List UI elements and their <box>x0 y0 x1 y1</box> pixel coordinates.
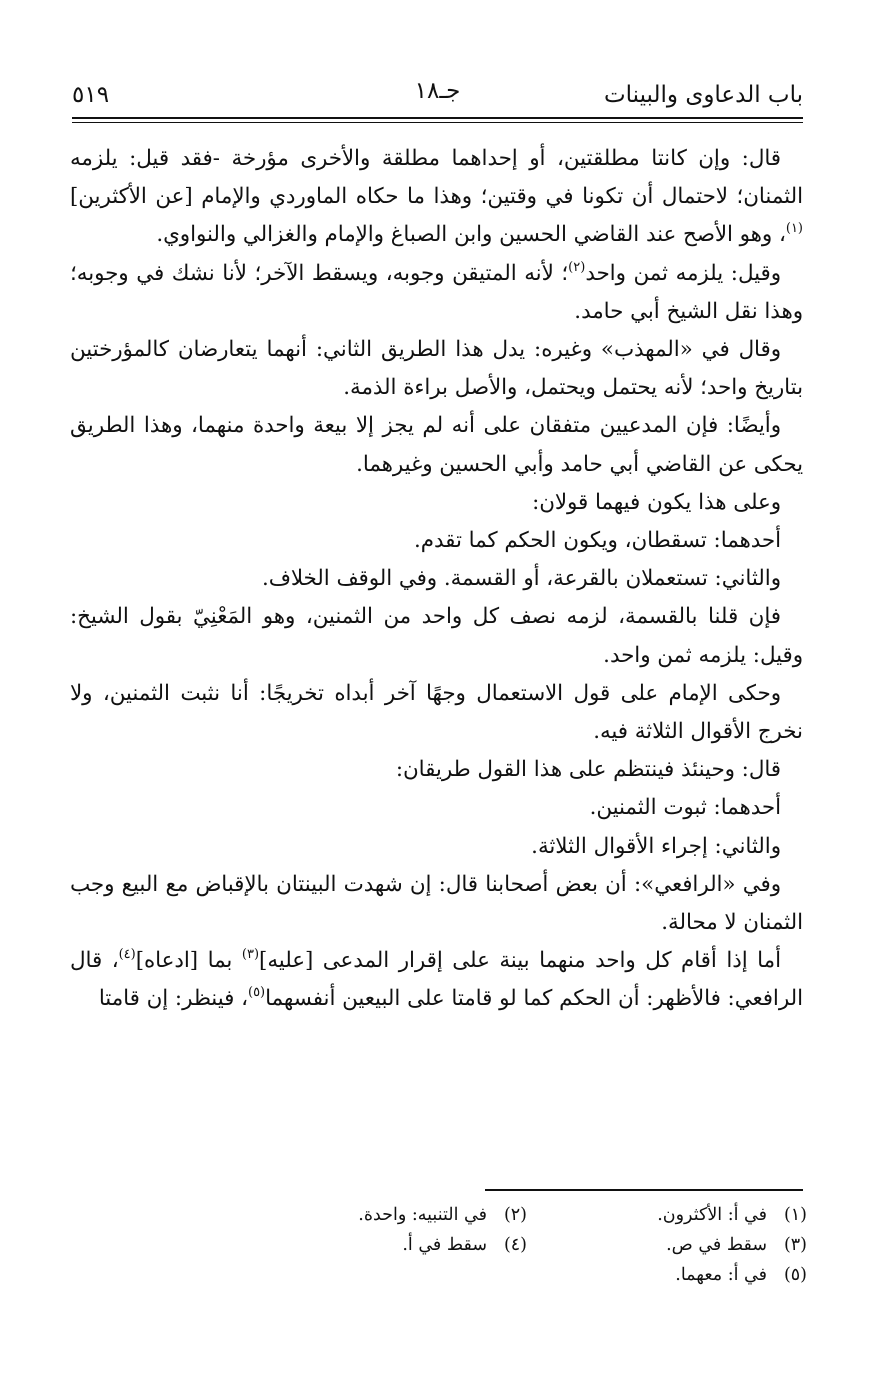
footnote-row <box>247 1230 807 1260</box>
footnote-ref: (٣) <box>241 947 260 963</box>
text-run: ، قال الرافعي: فالأظهر: أن الحكم كما لو قامتا على البيعين أنفسهما <box>70 948 803 1012</box>
paragraph <box>70 484 803 522</box>
paragraph <box>70 598 803 674</box>
footnote-3: (٣)سقط في ص. <box>666 1235 807 1255</box>
text-run: أحدهما: تسقطان، ويكون الحكم كما تقدم. <box>414 528 781 554</box>
text-run: والثاني: إجراء الأقوال الثلاثة. <box>531 833 781 859</box>
text-run: وحكى الإمام على قول الاستعمال وجهًا آخر أبداه تخريجًا: أنا نثبت الثمنين، ولا نخرج الأقوال الثلاثة فيه. <box>70 680 803 745</box>
footnote-ref: (٥) <box>247 985 266 1001</box>
paragraph <box>70 751 803 789</box>
text-run: وعلى هذا يكون فيهما قولان: <box>532 489 781 515</box>
text-run: ، وهو الأصح عند القاضي الحسين وابن الصباغ والإمام والغزالي والنواوي. <box>156 222 786 248</box>
text-run: قال: وحينئذ فينتظم على هذا القول طريقان: <box>395 757 781 783</box>
paragraph <box>70 255 803 331</box>
paragraph <box>70 522 803 560</box>
footnote-ref: (٤) <box>118 947 136 963</box>
paragraph <box>70 140 803 255</box>
footnote-2: (٢)في التنبيه: واحدة. <box>358 1205 527 1225</box>
footnote-4: (٤)سقط في أ. <box>402 1235 527 1255</box>
footnote-separator <box>485 1189 803 1191</box>
paragraph <box>70 866 803 942</box>
footnote-1: (١)في أ: الأكثرون. <box>657 1205 807 1225</box>
text-run: وقيل: يلزمه ثمن واحد <box>585 260 781 286</box>
paragraph <box>70 407 803 483</box>
paragraph <box>70 828 803 866</box>
footnote-row <box>247 1260 807 1290</box>
text-run: قال: وإن كانتا مطلقتين، أو إحداهما مطلقة والأخرى مؤرخة -فقد قيل: يلزمه الثمنان؛ لاحتمال أن تكونا في وقتين؛ وهذا ما حكاه الماوردي والإمام [عن الأكثرين] <box>70 146 803 210</box>
footnote-ref: (١) <box>785 221 803 237</box>
text-run: ؛ لأنه المتيقن وجوبه، ويسقط الآخر؛ لأنا نشك في وجوبه؛ وهذا نقل الشيخ أبي حامد. <box>70 260 803 324</box>
footnote-5: (٥)في أ: معهما. <box>675 1265 807 1285</box>
footnote-ref: (٢) <box>568 259 586 275</box>
text-run: ، فينظر: إن قامتا <box>98 986 248 1012</box>
main-text <box>70 140 803 1019</box>
paragraph <box>70 675 803 751</box>
text-run: أحدهما: ثبوت الثمنين. <box>589 795 781 821</box>
text-run: وأيضًا: فإن المدعيين متفقان على أنه لم يجز إلا بيعة واحدة منهما، وهذا الطريق يحكى عن القاضي أبي حامد وأبي الحسين وغيرهما. <box>70 413 803 477</box>
header-rule-thick <box>72 117 803 119</box>
paragraph <box>70 560 803 598</box>
volume-label: جـ١٨ <box>414 78 461 105</box>
header-rule-thin <box>72 122 803 123</box>
text-run: وفي «الرافعي»: أن بعض أصحابنا قال: إن شهدت البينتان بالإقباض مع البيع وجب الثمنان لا محالة. <box>70 871 803 936</box>
footnote-row <box>247 1200 807 1230</box>
chapter-title: باب الدعاوى والبينات <box>604 82 803 109</box>
footnotes <box>247 1200 807 1290</box>
paragraph <box>70 331 803 407</box>
text-run: والثاني: تستعملان بالقرعة، أو القسمة. وفي الوقف الخلاف. <box>262 566 781 592</box>
running-header <box>72 70 803 110</box>
text-run: بما [ادعاه] <box>135 948 242 974</box>
text-run: فإن قلنا بالقسمة، لزمه نصف كل واحد من الثمنين، وهو المَعْنِيّ بقول الشيخ: وقيل: يلزمه ثمن واحد. <box>70 604 803 668</box>
text-run: وقال في «المهذب» وغيره: يدل هذا الطريق الثاني: أنهما يتعارضان كالمؤرختين بتاريخ واحد؛ لأنه يحتمل ويحتمل، والأصل براءة الذمة. <box>70 337 803 401</box>
page-number: ٥١٩ <box>72 82 110 109</box>
paragraph <box>70 942 803 1018</box>
text-run: أما إذا أقام كل واحد منهما بينة على إقرار المدعى [عليه] <box>259 948 781 974</box>
paragraph <box>70 789 803 827</box>
